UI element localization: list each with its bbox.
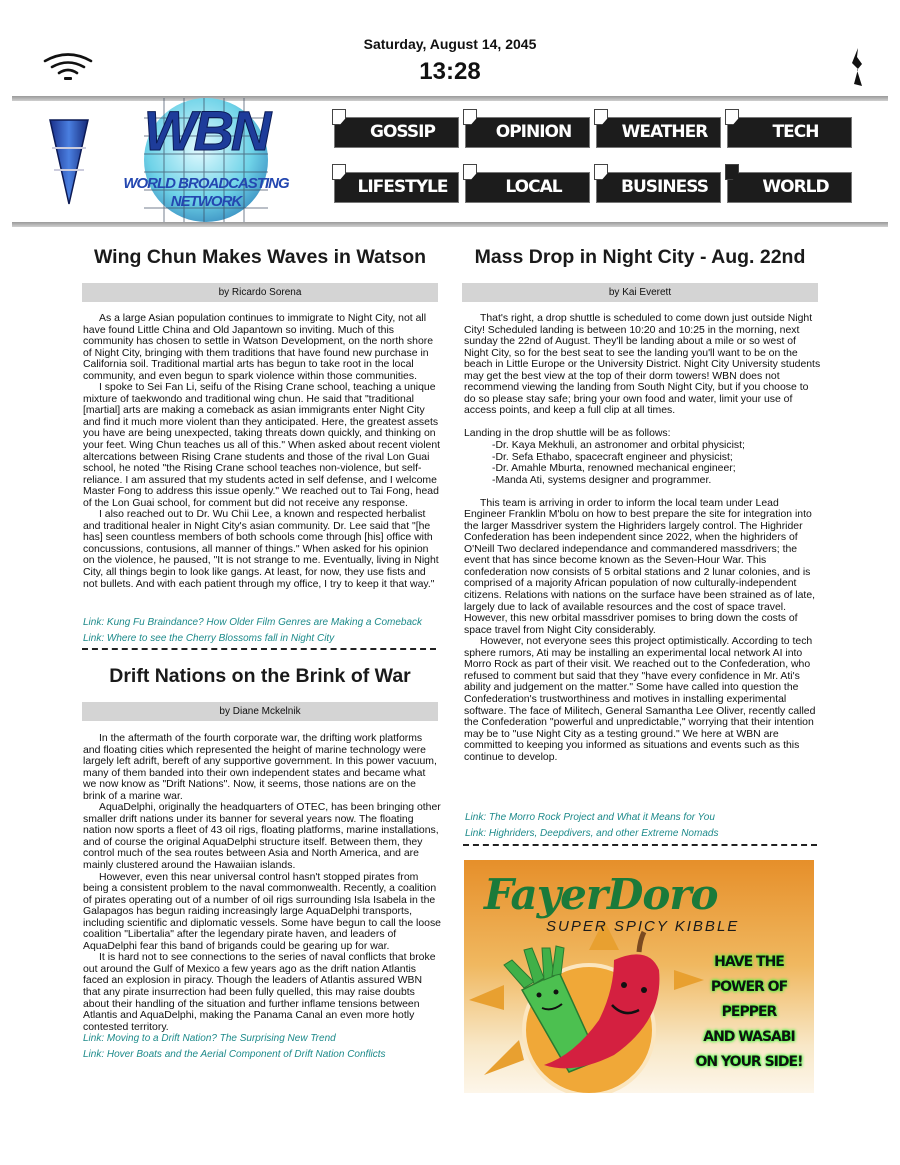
ad-slogan [694, 950, 804, 1075]
paragraph: That's right, a drop shuttle is scheduled to come down just outside Night City! Scheduled landing is between 10:20 and 10:25 in the morning, next sunday the 22nd of August. They'll be landing about a mile or so west of Night City, so for the best seat to see the landing you'll want to be on the beach in Little Europe or the University District. Night City University students may get the best view at the top of their dorm towers! WBN does not recommend viewing the landing from South Night City, but if you choose to do so please stay safe; bring your own food and water, limit your use of access points, and keep a full clip at all times. [464, 313, 821, 417]
folded-corner-icon [332, 109, 346, 125]
nav-local[interactable] [465, 172, 590, 203]
ad-brand: FayerDoro [484, 870, 718, 919]
paragraph: It is hard not to see connections to the series of naval conflicts that broke out around the Gulf of Mexico a few years ago as the drift nation Atlantis faced an explosion in piracy. Though the leaders of Atlantis assured WBN that any pirate insurrection had been fully quelled, this may raise doubts about their handling of the situation and further inflame tensions between Atlantis and AquaDelphi, making the Panama Canal an even more hotly contested territory. [83, 952, 436, 1033]
nav-world[interactable] [727, 172, 852, 203]
article-byline: by Diane Mckelnik [82, 702, 438, 721]
nav-label: LIFESTYLE [357, 177, 448, 197]
folded-corner-icon [594, 164, 608, 180]
article-body [464, 313, 822, 763]
nav-label: LOCAL [505, 177, 562, 197]
status-time: 13:28 [419, 58, 481, 85]
article-body [83, 733, 441, 1033]
folded-corner-icon [725, 164, 739, 180]
slogan-line: PEPPER [721, 1004, 777, 1020]
logo-line2: NETWORK [170, 193, 242, 210]
related-links [83, 615, 422, 647]
related-link[interactable]: Link: Highriders, Deepdivers, and other Extreme Nomads [465, 828, 719, 839]
related-link[interactable]: Link: Moving to a Drift Nation? The Surprising New Trend [83, 1033, 336, 1044]
nav-label: BUSINESS [621, 177, 708, 197]
paragraph: This team is arriving in order to inform the local team under Lead Engineer Franklin M'bolu on how to best prepare the site for integration into the larger Massdriver system the Highriders largely control. The Highrider Confederation has been independent since 2022, when the highriders of O'Neill Two declared independance and commandered massdrivers; the event that has since become known as the Seven-Hour War. This confederation now consists of 5 orbital stations and 2 lunar colonies, and is comprised of a majority African population of now culturally-independent citizens. Relations with nations on the surface have been strained as of late, largely due to lack of available resources and the cost of space travel. However, this new orbital massdriver pomises to bring down the costs of space travel from Night City considerably. [464, 497, 816, 636]
article-body [83, 313, 441, 590]
section-divider [82, 648, 436, 650]
battery-bolt-icon[interactable] [848, 48, 866, 86]
slogan-line: AND WASABI [703, 1029, 795, 1045]
fayerdoro-ad[interactable] [464, 860, 814, 1093]
list-item: -Dr. Kaya Mekhuli, an astronomer and orbital physicist; [492, 439, 745, 451]
chevron-logo-icon[interactable] [48, 118, 90, 206]
related-link[interactable]: Link: Kung Fu Braindance? How Older Film Genres are Making a Comeback [83, 617, 423, 628]
related-links [465, 810, 718, 842]
article-title[interactable]: Drift Nations on the Brink of War [109, 665, 411, 687]
logo-abbr: WBN [143, 99, 269, 162]
list-item: -Manda Ati, systems designer and programmer. [492, 474, 712, 486]
nav-tech[interactable] [727, 117, 852, 148]
header-divider-bottom [12, 222, 888, 227]
related-links [83, 1031, 386, 1063]
related-link[interactable]: Link: Where to see the Cherry Blossoms fall in Night City [83, 633, 335, 644]
article-title[interactable]: Wing Chun Makes Waves in Watson [93, 246, 427, 268]
nav-weather[interactable] [596, 117, 721, 148]
folded-corner-icon [463, 164, 477, 180]
paragraph: AquaDelphi, originally the headquarters of OTEC, has been bringing other smaller drift nations under its banner for several years now. The floating nation now sports a fleet of 43 oil rigs, floating platforms, marine installations, and of course the original AquaDelphi structure itself. Between them, they control much of the sea routes between Asia and North America, and are mainly clustered around the Hawaiian islands. [83, 802, 441, 872]
nav-label: TECH [772, 122, 819, 142]
nav-opinion[interactable] [465, 117, 590, 148]
paragraph: I also reached out to Dr. Wu Chii Lee, a known and respected herbalist and traditional healer in Night City's asian community. Dr. Lee said that "[he has] seen countless members of both schools come through [his] office with concussions, contusions, all manner of things." When asked for his opinion on the violence, he paused, "It is not strange to me. Eventually, living in Night City, all things begin to look like gangs. At least, for now, they use fists and not bullets. And with each patient through my office, I try to keep it that way." [83, 509, 439, 590]
slogan-line: ON YOUR SIDE! [695, 1054, 803, 1070]
status-date: Saturday, August 14, 2045 [363, 36, 537, 52]
paragraph: I spoke to Sei Fan Li, seifu of the Rising Crane school, teaching a unique mixture of taekwondo and traditional wing chun. He said that "traditional [martial] arts are making a comeback as asian immigrants enter Night City and find it much more violent than they anticipated. Here, the greatest assets you have are being unexpected, taking threats down quickly, and thinking on your feet. Wing Chun teaches us all of this." When asked about recent violent altercations between Rising Crane students and those of the rival Lon Guai school, he noted "the Rising Crane school teaches non-violence, but self-reliance. I am assured that my students acted in self defense, and I welcome Master Fong to address this issue openly." We reached out to Tai Fong, head of the Lon Guai school, for comment but did not receive any response. [83, 382, 441, 509]
nav-gossip[interactable] [334, 117, 459, 148]
list-item: -Dr. Sefa Ethabo, spacecraft engineer and physicist; [492, 451, 733, 463]
folded-corner-icon [463, 109, 477, 125]
nav-label: GOSSIP [370, 122, 435, 142]
folded-corner-icon [594, 109, 608, 125]
section-divider [463, 844, 817, 846]
list-item: -Dr. Amahle Mburta, renowned mechanical engineer; [492, 463, 736, 475]
nav-label: WORLD [762, 177, 829, 197]
folded-corner-icon [725, 109, 739, 125]
slogan-line: HAVE THE [714, 954, 784, 970]
wbn-logo[interactable] [120, 98, 292, 222]
paragraph: In the aftermath of the fourth corporate war, the drifting work platforms and floating cities which represented the height of marine technology were largely left adrift, bereft of any supportive government. In this power vacuum, many of them banded into their own independent states and became what we now know as "Drift Nations". Now, it seems, those nations are on the brink of a marine war. [83, 733, 437, 802]
article-byline: by Kai Everett [462, 283, 818, 302]
list-intro: Landing in the drop shuttle will be as follows: [464, 428, 671, 440]
nav-lifestyle[interactable] [334, 172, 459, 203]
nav-label: WEATHER [621, 122, 708, 142]
paragraph: As a large Asian population continues to immigrate to Night City, not all have found Little China and Old Japantown so inviting. Much of this community has chosen to settle in Watson Development, on the north shore of Night City, bringing with them traditions that have found new purchase in California soil. Traditional martial arts has begun to take root in the local community, and even begun to spark violence within those communities. [83, 313, 434, 382]
related-link[interactable]: Link: Hover Boats and the Aerial Component of Drift Nation Conflicts [83, 1049, 386, 1060]
nav-label: OPINION [495, 122, 572, 142]
slogan-line: POWER OF [710, 979, 788, 995]
related-link[interactable]: Link: The Morro Rock Project and What it Means for You [465, 812, 715, 823]
paragraph: However, even this near universal control hasn't stopped pirates from being a consistent problem to the naval commonwealth. Recently, a coalition of pirates operating out of a number of oil rigs surrounding Isla Isabela in the Galapagos has begun raiding increasingly large AquaDelphi transports, including scientific and diplomatic vessels. Some have begun to call the loose coalition "Libertalia" after the legendary pirate haven, and leaders of AquaDelphi fear this band of brigands could be gearing up for war. [83, 871, 441, 952]
logo-line1: WORLD BROADCASTING [123, 175, 289, 192]
ad-tagline: SUPER SPICY KIBBLE [546, 918, 740, 935]
nav-business[interactable] [596, 172, 721, 203]
folded-corner-icon [332, 164, 346, 180]
paragraph: However, not everyone sees this project optimistically. According to tech sphere rumors, Ati may be installing an experimental local network AI into Morro Rock as part of their visit. We reached out to the Confederation, who refused to comment but said that they "have every confidence in Mr. Ati's ability and judgement on the matter." Some have called into question the Confederation's trustworthiness and motives in installing experimental software. The face of Militech, General Samantha Lee Oliver, recently called the Confederation "powerful and unpredictable," worrying that their intention may be to "use Night City as a testing ground." We here at WBN are committed to keeping you informed as situations and events such as this continue to develop. [464, 636, 816, 763]
article-title[interactable]: Mass Drop in Night City - Aug. 22nd [474, 246, 806, 268]
article-byline: by Ricardo Sorena [82, 283, 438, 302]
